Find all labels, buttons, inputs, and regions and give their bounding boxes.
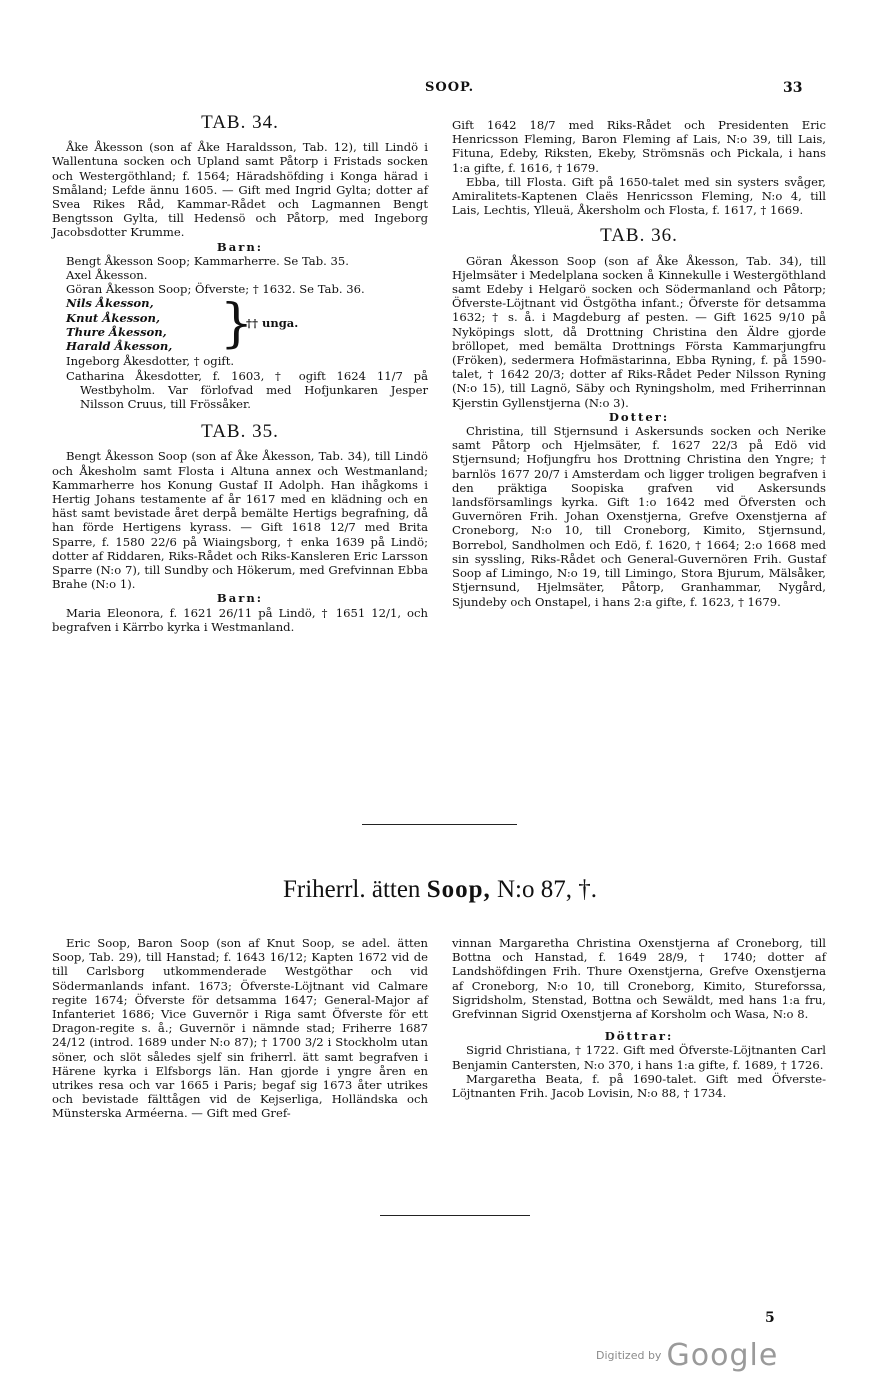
- bottom-right-column: [452, 936, 826, 1100]
- google-logo: Google: [666, 1338, 779, 1373]
- section-divider-bottom: [380, 1215, 530, 1216]
- brace-name-3: Thure Åkesson,: [66, 324, 167, 339]
- bottom-left-column: [52, 936, 428, 1121]
- tab35-title: TAB. 35.: [201, 421, 279, 443]
- page-number: 33: [783, 80, 803, 96]
- signature-mark: 5: [765, 1310, 775, 1326]
- section-title: [0, 876, 880, 904]
- tab36-daughter: Christina, till Stjernsund i Askersunds socken och Nerike samt Påtorp och Hjelmsäter, f. 1627 22/3 på Edö vid Stjernsund; Hofjungfru hos Drottning Christina den Yngre; † barnlös 1677 20/7 i Amsterdam och ligger troligen begrafven i den präktiga Soopiska grafven vid Askersunds landsförsamlings kyrka. Gift 1:o 1642 med Öfversten och Guvernören Frih. Johan Oxenstjerna, Grefve Oxenstjerna af Croneborg, N:o 10, till Croneborg, Kimito, Stjernsund, Borrebol, Sandholmen och Edö, f. 1620, † 1664; 2:o 1668 med sin syssling, Riks-Rådet och General-Guvernören Frih. Gustaf Soop af Limingo, N:o 19, till Limingo, Stora Bjurum, Mälsåker, Stjernsund, Hjelmsäter, Påtorp, Granhammar, Nygård, Sjundeby och Onstapel, i hans 2:a gifte, f. 1623, † 1679.: [452, 424, 826, 609]
- left-column: [52, 108, 428, 634]
- section-divider-top: [362, 824, 517, 825]
- brace-note: †† unga.: [246, 316, 299, 331]
- tab34-brace-group: [52, 296, 428, 354]
- section-title-prefix: Friherrl. ätten: [282, 876, 421, 903]
- curly-brace-icon: }: [220, 294, 254, 355]
- tab35-barn-label: Barn:: [216, 591, 264, 606]
- tab34-child-3: Göran Åkesson Soop; Öfverste; † 1632. Se Tab. 36.: [66, 282, 365, 297]
- dottrar-label: Döttrar:: [604, 1029, 674, 1044]
- running-head: SOOP.: [425, 80, 475, 95]
- tab36-text: Göran Åkesson Soop (son af Åke Åkesson, Tab. 34), till Hjelmsäter i Medelplana socken å Kinnekulle i Westergöthland samt Edeby i Helgarö socken och Södermanland och Påtorp; Öfverste-Löjtnant vid Östgötha infant.; Öfverste för detsamma 1632; † s. å. i Magdeburg af pesten. — Gift 1625 9/10 på Nyköpings slott, då Drottning Christina den Äldre gjorde bröllopet, med bemälta Drottnings Första Kammarjungfru (Fröken), sedermera Hofmästarinna, Ebba Ryning, f. på 1590-talet, † 1642 20/3; dotter af Riks-Rådet Peder Nilsson Ryning (N:o 15), till Lagnö, Säby och Ryningsholm, med Friherrinnan Kjerstin Gyllenstjerna (N:o 3).: [452, 253, 826, 410]
- ebba-text: Ebba, till Flosta. Gift på 1650-talet med sin systers svåger, Amiralitets-Kaptenen Claës Henricsson Fleming, N:o 4, till Lais, Lechtis, Ylleuä, Åkersholm och Flosta, f. 1617, † 1669.: [452, 174, 826, 218]
- digitized-label: Digitized by: [596, 1349, 662, 1362]
- tab34-child-catharina: Catharina Åkesdotter, f. 1603, † ogift 1624 11/7 på Westbyholm. Var förlofvad med Hofjunkaren Jesper Nilsson Cruus, till Frössåker.: [66, 368, 428, 412]
- brace-name-4: Harald Åkesson,: [66, 339, 173, 354]
- daughter-sigrid: Sigrid Christiana, † 1722. Gift med Öfverste-Löjtnanten Carl Benjamin Cantersten, N:o 370, i hans 1:a gifte, f. 1689, † 1726.: [452, 1043, 826, 1072]
- tab34-barn-label: Barn:: [216, 239, 264, 254]
- margaretha-text: vinnan Margaretha Christina Oxenstjerna af Croneborg, till Bottna och Hanstad, f. 1649 28/9, † 1740; dotter af Landshöfdingen Frih. Thure Oxenstjerna, Grefve Oxenstjerna af Croneborg, N:o 10, till Croneborg, Kimito, Stureforssa, Sigridsholm, Stenstad, Bottna och Sewäldt, med hans 1:a fru, Grefvinnan Sigrid Oxenstjerna af Korsholm och Wasa, N:o 8.: [452, 936, 826, 1022]
- tab35-child: Maria Eleonora, f. 1621 26/11 på Lindö, † 1651 12/1, och begrafven i Kärrbo kyrka i Westmanland.: [52, 605, 428, 634]
- brace-name-1: Nils Åkesson,: [66, 296, 154, 311]
- tab34-child-1: Bengt Åkesson Soop; Kammarherre. Se Tab. 35.: [66, 253, 349, 268]
- page-header: [0, 80, 880, 102]
- tab36-title: TAB. 36.: [600, 225, 678, 247]
- tab34-child-2: Axel Åkesson.: [66, 268, 148, 283]
- daughter-margaretha: Margaretha Beata, f. på 1690-talet. Gift med Öfverste-Löjtnanten Frih. Jacob Lovisin, N:o 88, † 1734.: [452, 1071, 826, 1101]
- continued-text: Gift 1642 18/7 med Riks-Rådet och Presidenten Eric Henricsson Fleming, Baron Fleming af Lais, N:o 39, till Lais, Fituna, Edeby, Riksten, Ekeby, Strömsnäs och Pickala, i hans 1:a gifte, f. 1616, † 1679.: [452, 118, 826, 175]
- tab34-title: TAB. 34.: [201, 112, 279, 133]
- tab36-dotter-label: Dotter:: [608, 409, 670, 424]
- tab34-child-ingeborg: Ingeborg Åkesdotter, † ogift.: [66, 354, 235, 369]
- tab34-text: Åke Åkesson (son af Åke Haraldsson, Tab. 12), till Lindö i Wallentuna socken och Upland samt Påtorp i Fristads socken och Westergöthland; f. 1564; Häradshöfding i Konga härad i Småland; Lefde ännu 1605. — Gift med Ingrid Gylta; dotter af Svea Rikes Råd, Kammar-Rådet och Lagmannen Bengt Bengtsson Gylta, till Hedensö och Påtorp, med Ingeborg Jacobsdotter Krumme.: [52, 140, 428, 240]
- section-title-suffix: N:o 87, †.: [497, 876, 597, 903]
- brace-name-2: Knut Åkesson,: [66, 310, 160, 325]
- eric-soop-text: Eric Soop, Baron Soop (son af Knut Soop, se adel. ätten Soop, Tab. 29), till Hanstad; f. 1643 16/12; Kapten 1672 vid de till Carlsborg utkommenderade Westgöthar och vid Södermanlands infant. 1673; Öfverste-Löjtnant vid Calmare regite 1674; Öfverste för detsamma 1647; General-Major af Infanteriet 1686; Vice Guvernör i Riga samt Öfverste för ett Dragon-regite s. å.; Guvernör i nämnde stad; Friherre 1687 24/12 (introd. 1689 under N:o 87); † 1700 3/2 i Stockholm utan söner, och slöt således sjelf sin friherrl. ätt samt begrafven i Härene kyrka i Elfsborgs län. Han gjorde i yngre åren en utrikes resa och var 1665 i Paris; begaf sig 1673 åter utrikes och bevistade fälttågen vid de Kejserliga, Holländska och Münsterska Arméerna. — Gift med Gref-: [52, 936, 428, 1121]
- tab35-text: Bengt Åkesson Soop (son af Åke Åkesson, Tab. 34), till Lindö och Åkesholm samt Flosta i Altuna annex och Westmanland; Kammarherre hos Konung Gustaf II Adolph. Han ihågkoms i Hertig Johans testamente af år 1617 med en klädning och en häst samt bevistade året derpå bemälte Hertigs begrafning, då han förde Hertigens kyrass. — Gift 1618 12/7 med Brita Sparre, f. 1580 22/6 på Wiaingsborg, † enka 1639 på Lindö; dotter af Riddaren, Riks-Rådet och Riks-Kansleren Eric Larsson Sparre (N:o 7), till Sundby och Hökerum, med Grefvinnan Ebba Brahe (N:o 1).: [52, 449, 428, 592]
- section-title-name: Soop,: [426, 876, 491, 903]
- right-column: [452, 118, 826, 609]
- digitized-watermark: [596, 1338, 778, 1373]
